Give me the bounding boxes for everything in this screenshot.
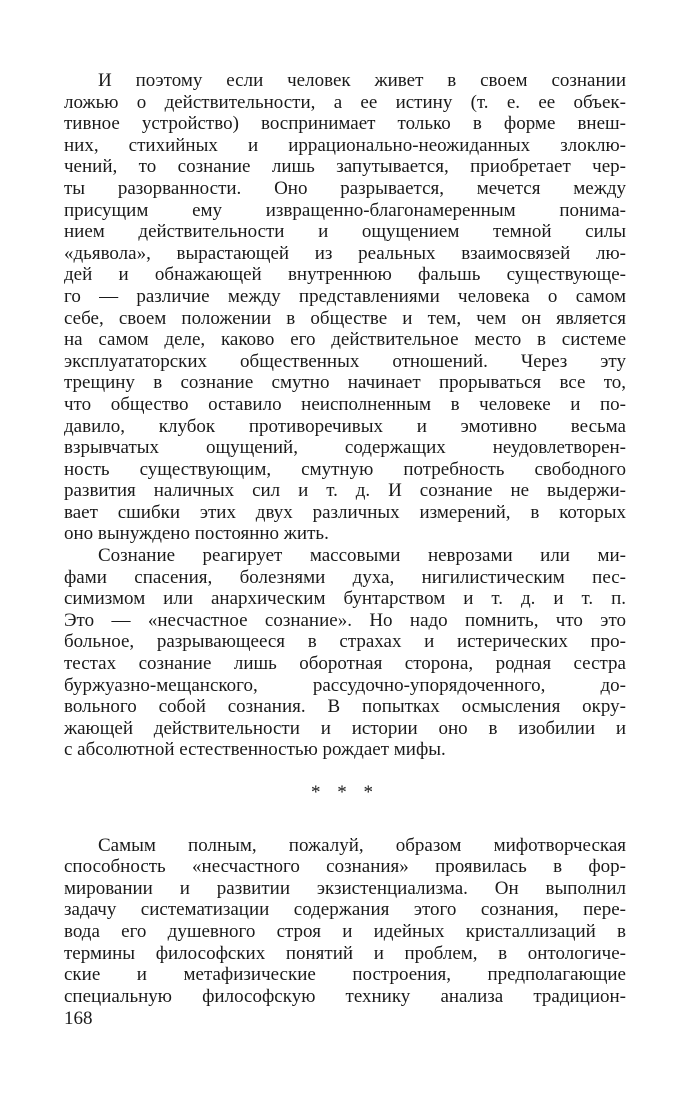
text-line: с абсолютной естественностью рождает мифы.	[64, 739, 446, 761]
text-line: что общество оставило неисполненным в человеке и по-	[64, 393, 626, 415]
text-line: давило, клубок противоречивых и эмотивно весьма	[64, 415, 626, 437]
text-line: развития наличных сил и т. д. И сознание не выдержи-	[64, 480, 626, 502]
text-line: вает сшибки этих двух различных измерений, в которых	[64, 501, 626, 523]
text-line: вода его душевного строя и идейных кристаллизаций в	[64, 920, 626, 942]
text-line: них, стихийных и иррационально-неожиданных злоклю-	[64, 134, 626, 156]
paragraph-1	[64, 70, 626, 545]
text-line: задачу систематизации содержания этого сознания, пере-	[64, 899, 626, 921]
text-line: ложью о действительности, а ее истину (т. е. ее объек-	[64, 91, 626, 113]
text-line: термины философских понятий и проблем, в онтологиче-	[64, 942, 626, 964]
text-line: трещину в сознание смутно начинает прорываться все то,	[64, 372, 626, 394]
text-line: жающей действительности и истории оно в изобилии и	[64, 717, 626, 739]
text-line: способность «несчастного сознания» проявилась в фор-	[64, 856, 626, 878]
text-line: чений, то сознание лишь запутывается, приобретает чер-	[64, 156, 626, 178]
page-body	[64, 70, 626, 1007]
text-line: ские и метафизические построения, предполагающие	[64, 964, 626, 986]
text-line: взрывчатых ощущений, содержащих неудовлетворен-	[64, 437, 626, 459]
text-line: фами спасения, болезнями духа, нигилистическим пес-	[64, 566, 626, 588]
text-line: тивное устройство) воспринимает только в форме внеш-	[64, 113, 626, 135]
text-line: присущим ему извращенно-благонамеренным понима-	[64, 199, 626, 221]
text-line: мировании и развитии экзистенциализма. Он выполнил	[64, 877, 626, 899]
text-line: ты разорванности. Оно разрывается, мечется между	[64, 177, 626, 199]
text-line: эксплуататорских общественных отношений. Через эту	[64, 350, 626, 372]
text-line: Сознание реагирует массовыми неврозами или ми-	[98, 545, 626, 567]
text-line: тестах сознание лишь оборотная сторона, родная сестра	[64, 653, 626, 675]
text-line: «дьявола», вырастающей из реальных взаимосвязей лю-	[64, 242, 626, 264]
text-line: И поэтому если человек живет в своем сознании	[98, 70, 626, 91]
text-line: оно вынуждено постоянно жить.	[64, 523, 329, 545]
text-line: симизмом или анархическим бунтарством и т. д. и т. п.	[64, 588, 626, 610]
paragraph-3	[64, 835, 626, 1008]
text-line: себе, своем положении в обществе и тем, чем он является	[64, 307, 626, 329]
text-line: Самым полным, пожалуй, образом мифотворческая	[98, 834, 626, 856]
section-separator: * * *	[311, 782, 379, 803]
text-line: буржуазно-мещанского, рассудочно-упорядоченного, до-	[64, 674, 626, 696]
text-line: специальную философскую технику анализа традицион-	[64, 985, 626, 1007]
page-number: 168	[64, 1008, 93, 1029]
text-line: дей и обнажающей внутреннюю фальшь существующе-	[64, 264, 626, 286]
text-line: го — различие между представлениями человека о самом	[64, 285, 626, 307]
paragraph-2	[64, 545, 626, 761]
text-line: вольного собой сознания. В попытках осмысления окру-	[64, 696, 626, 718]
text-line: больное, разрывающееся в страхах и истерических про-	[64, 631, 626, 653]
text-line: Это — «несчастное сознание». Но надо помнить, что это	[64, 609, 626, 631]
text-line: нием действительности и ощущением темной силы	[64, 221, 626, 243]
text-line: ность существующим, смутную потребность свободного	[64, 458, 626, 480]
text-line: на самом деле, каково его действительное место в системе	[64, 329, 626, 351]
